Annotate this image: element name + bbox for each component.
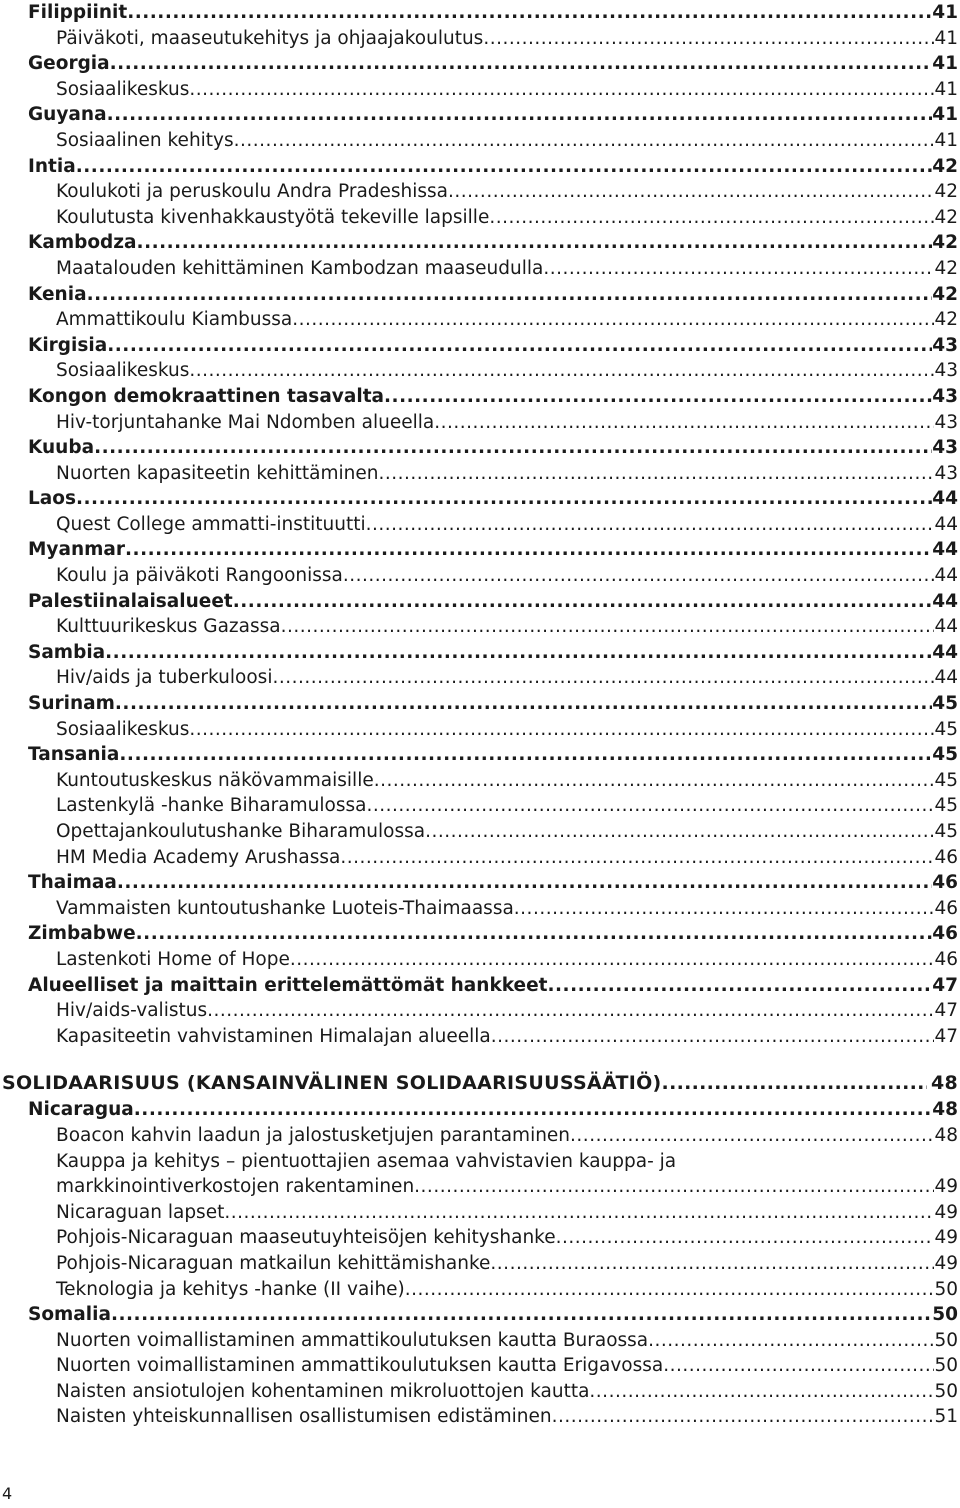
toc-entry-label: HM Media Academy Arushassa [56,846,341,868]
dot-leader [491,1024,935,1050]
dot-leader [224,1200,934,1226]
table-of-contents [2,0,958,1430]
toc-entry-label: Lastenkylä -hanke Biharamulossa [56,795,367,817]
toc-entry-label: Hiv/aids-valistus [56,1000,208,1022]
toc-entry-page: 49 [934,1176,958,1198]
toc-project-entry [28,665,958,691]
toc-entry-page: 45 [932,744,958,766]
toc-project-entry [28,307,958,333]
toc-entry-page: 47 [934,1000,958,1022]
toc-entry-page: 45 [934,769,958,791]
toc-entry-page: 43 [932,437,958,459]
toc-entry-label: Filippiinit [28,2,128,23]
toc-project-entry [28,256,958,282]
toc-entry-label: Kambodza [28,232,137,254]
toc-country-entry [28,333,958,359]
toc-entry-label: Guyana [28,104,107,126]
toc-entry-page: 43 [934,462,958,484]
page-number: 4 [2,1484,13,1503]
toc-project-entry [28,1174,958,1200]
dot-leader [366,512,935,538]
dot-leader [514,896,935,922]
toc-project-entry [28,461,958,487]
toc-entry-label: Koulukoti ja peruskoulu Andra Pradeshissa [56,181,449,203]
dot-leader [290,947,935,973]
toc-country-entry [28,691,958,717]
toc-entry-label: Kuntoutuskeskus näkövammaisille [56,769,374,791]
toc-country-entry [28,384,958,410]
toc-entry-page: 46 [934,948,958,970]
dot-leader [94,435,932,461]
toc-project-entry [28,128,958,154]
toc-project-entry [28,1277,958,1303]
toc-project-entry [28,768,958,794]
toc-project-entry [28,1404,958,1430]
toc-entry-page: 42 [932,232,958,254]
toc-entry-page: 49 [934,1201,958,1223]
toc-entry-page: 49 [934,1252,958,1274]
toc-entry-page: 46 [932,872,958,894]
toc-entry-label: Opettajankoulutushanke Biharamulossa [56,821,426,842]
toc-country-entry [28,973,958,999]
toc-entry-page: 46 [934,897,958,919]
dot-leader [189,358,934,384]
toc-entry-label: Kenia [28,283,87,305]
toc-entry-label: Intia [28,155,76,177]
toc-project-entry [28,1251,958,1277]
toc-project-entry [28,410,958,436]
dot-leader [189,717,934,743]
toc-entry-label: Kauppa ja kehitys – pientuottajien asemaa vahvistavien kauppa- ja [56,1150,677,1172]
toc-entry-label: Koulutusta kivenhakkaustyötä tekeville lapsille [56,206,490,228]
toc-entry-page: 44 [932,590,958,612]
toc-project-entry [28,1225,958,1251]
toc-entry-page: 50 [934,1355,958,1377]
dot-leader [281,614,935,640]
dot-leader [414,1174,934,1200]
toc-entry-label: Nuorten kapasiteetin kehittäminen [56,462,379,484]
toc-country-entry [28,1097,958,1123]
toc-entry-page: 44 [934,667,958,689]
toc-entry-label: Nuorten voimallistaminen ammattikoulutuksen kautta Erigavossa [56,1355,664,1377]
toc-project-entry [28,1149,958,1175]
toc-entry-page: 43 [932,334,958,356]
toc-project-entry [28,998,958,1024]
toc-entry-page: 48 [932,1099,958,1121]
toc-project-entry [28,1024,958,1050]
toc-entry-label: markkinointiverkostojen rakentaminen [56,1176,415,1198]
dot-leader [552,1404,935,1430]
toc-entry-page: 49 [934,1227,958,1249]
toc-entry-label: Nuorten voimallistaminen ammattikoulutuksen kautta Buraossa [56,1329,649,1351]
toc-entry-page: 50 [934,1380,958,1402]
toc-entry-page: 45 [932,693,958,715]
toc-country-entry [28,589,958,615]
toc-entry-label: Nicaraguan lapset [56,1201,225,1223]
toc-project-entry [28,1379,958,1405]
section-heading-page: 48 [930,1072,958,1095]
toc-country-entry [28,537,958,563]
toc-country-entry [28,435,958,461]
toc-entry-label: Boacon kahvin laadun ja jalostusketjujen parantaminen [56,1124,571,1146]
toc-project-entry [28,1123,958,1149]
toc-entry-label: Sosiaalinen kehitys [56,129,234,151]
toc-entry-label: Laos [28,488,76,510]
toc-entry-label: Lastenkoti Home of Hope [56,948,290,970]
toc-entry-page: 41 [932,104,958,126]
toc-entry-page: 43 [934,360,958,382]
dot-leader [425,819,934,845]
toc-country-entry [28,870,958,896]
toc-project-entry [28,512,958,538]
toc-country-entry [28,742,958,768]
toc-entry-label: Maatalouden kehittäminen Kambodzan maaseudulla [56,257,544,279]
dot-leader [366,793,934,819]
toc-country-entry [28,486,958,512]
toc-entry-page: 44 [932,539,958,561]
toc-entry-label: Päiväkoti, maaseutukehitys ja ohjaajakoulutus [56,27,484,49]
toc-entry-page: 41 [934,78,958,100]
dot-leader [233,589,933,615]
toc-project-entry [28,1353,958,1379]
toc-country-entry [28,230,958,256]
toc-entry-page: 41 [934,27,958,49]
toc-entry-page: 50 [932,1304,958,1326]
toc-entry-label: Nicaragua [28,1099,134,1121]
dot-leader [87,282,933,308]
dot-leader [434,410,934,436]
toc-entry-label: Palestiinalaisalueet [28,590,233,612]
toc-entry-label: Tansania [28,744,120,766]
dot-leader [543,256,934,282]
toc-entry-page: 44 [934,565,958,587]
toc-country-entry [28,1302,958,1328]
toc-entry-label: Georgia [28,53,110,75]
toc-entry-page: 44 [932,488,958,510]
toc-entry-label: Naisten yhteiskunnallisen osallistumisen edistäminen [56,1406,552,1428]
toc-entry-page: 50 [934,1278,958,1300]
dot-leader [490,1251,934,1277]
toc-project-entry [28,77,958,103]
dot-leader [489,205,934,231]
toc-entry-label: Pohjois-Nicaraguan matkailun kehittämishanke [56,1252,491,1274]
toc-country-entry [28,640,958,666]
dot-leader [648,1328,934,1354]
dot-leader [189,77,934,103]
dot-leader [110,51,933,77]
dot-leader [125,537,932,563]
toc-entry-page: 45 [934,795,958,817]
dot-leader [76,486,932,512]
toc-entry-page: 42 [934,181,958,203]
toc-project-entry [28,1328,958,1354]
toc-entry-page: 45 [934,821,958,842]
toc-entry-label: Koulu ja päiväkoti Rangoonissa [56,565,343,587]
toc-project-entry [28,845,958,871]
toc-entry-page: 42 [932,155,958,177]
dot-leader [107,102,933,128]
dot-leader [105,640,932,666]
toc-part-2 [28,1097,958,1430]
toc-project-entry [28,205,958,231]
toc-entry-page: 43 [934,411,958,433]
toc-country-entry [28,0,958,26]
toc-country-entry [28,921,958,947]
dot-leader [405,1277,935,1303]
toc-project-entry [28,717,958,743]
dot-leader [556,1225,935,1251]
toc-project-entry [28,819,958,845]
toc-project-entry [28,563,958,589]
dot-leader [127,0,932,26]
toc-entry-page: 43 [932,385,958,407]
dot-leader [384,384,932,410]
dot-leader [234,128,935,154]
toc-entry-page: 50 [934,1329,958,1351]
dot-leader [343,563,935,589]
toc-project-entry [28,896,958,922]
toc-entry-label: Pohjois-Nicaraguan maaseutuyhteisöjen kehityshanke [56,1227,556,1249]
toc-entry-label: Sosiaalikeskus [56,718,190,740]
toc-entry-page: 42 [934,257,958,279]
toc-entry-label: Somalia [28,1304,111,1326]
toc-entry-label: Kirgisia [28,334,108,356]
toc-entry-label: Alueelliset ja maittain erittelemättömät hankkeet [28,974,548,996]
toc-entry-page: 47 [934,1025,958,1047]
toc-entry-label: Sosiaalikeskus [56,78,190,100]
toc-entry-label: Sosiaalikeskus [56,360,190,382]
toc-entry-page: 46 [932,923,958,945]
dot-leader [374,768,935,794]
toc-entry-label: Teknologia ja kehitys -hanke (II vaihe) [56,1278,405,1300]
toc-entry-label: Kulttuurikeskus Gazassa [56,616,281,638]
dot-leader [292,307,934,333]
toc-entry-label: Myanmar [28,539,126,561]
toc-project-entry [28,947,958,973]
toc-entry-label: Sambia [28,641,106,663]
dot-leader [548,973,933,999]
toc-entry-label: Ammattikoulu Kiambussa [56,309,293,331]
toc-entry-page: 41 [934,129,958,151]
section-heading-label: SOLIDAARISUUS (KANSAINVÄLINEN SOLIDAARISUUSSÄÄTIÖ) [2,1072,662,1095]
toc-entry-label: Thaimaa [28,872,117,894]
toc-entry-page: 51 [934,1406,958,1428]
toc-project-entry [28,1200,958,1226]
dot-leader [483,26,934,52]
dot-leader [76,154,933,180]
toc-part-1 [28,0,958,1049]
toc-entry-page: 42 [932,283,958,305]
toc-project-entry [28,26,958,52]
toc-entry-label: Kongon demokraattinen tasavalta [28,385,385,407]
toc-entry-label: Zimbabwe [28,923,136,945]
dot-leader [378,461,934,487]
toc-country-entry [28,102,958,128]
toc-country-entry [28,154,958,180]
dot-leader [589,1379,934,1405]
dot-leader [119,742,932,768]
dot-leader [663,1353,934,1379]
toc-entry-label: Hiv-torjuntahanke Mai Ndomben alueella [56,411,435,433]
toc-entry-page: 41 [932,53,958,75]
toc-entry-page: 45 [934,718,958,740]
section-heading [2,1069,958,1097]
toc-entry-page: 46 [934,846,958,868]
dot-leader [111,1302,932,1328]
dot-leader [117,870,932,896]
toc-entry-page: 42 [934,206,958,228]
toc-entry-label: Surinam [28,693,115,715]
toc-project-entry [28,614,958,640]
dot-leader [570,1123,934,1149]
dot-leader [134,1097,932,1123]
toc-entry-label: Kapasiteetin vahvistaminen Himalajan alueella [56,1025,491,1047]
dot-leader [662,1069,927,1097]
toc-entry-label: Naisten ansiotulojen kohentaminen mikroluottojen kautta [56,1380,590,1402]
toc-entry-label: Quest College ammatti-instituutti [56,513,366,535]
dot-leader [107,333,932,359]
toc-project-entry [28,793,958,819]
toc-entry-label: Kuuba [28,437,95,459]
toc-entry-page: 42 [934,309,958,331]
toc-entry-page: 47 [932,974,958,996]
toc-entry-page: 48 [934,1124,958,1146]
dot-leader [136,921,933,947]
dot-leader [137,230,933,256]
dot-leader [448,179,934,205]
toc-project-entry [28,358,958,384]
dot-leader [115,691,932,717]
toc-entry-page: 44 [934,616,958,638]
toc-entry-label: Vammaisten kuntoutushanke Luoteis-Thaimaassa [56,897,514,919]
toc-project-entry [28,179,958,205]
toc-country-entry [28,282,958,308]
dot-leader [272,665,934,691]
toc-entry-page: 41 [932,2,958,23]
toc-entry-page: 44 [932,641,958,663]
toc-entry-page: 44 [934,513,958,535]
toc-entry-label: Hiv/aids ja tuberkuloosi [56,667,273,689]
toc-country-entry [28,51,958,77]
dot-leader [340,845,934,871]
dot-leader [207,998,934,1024]
